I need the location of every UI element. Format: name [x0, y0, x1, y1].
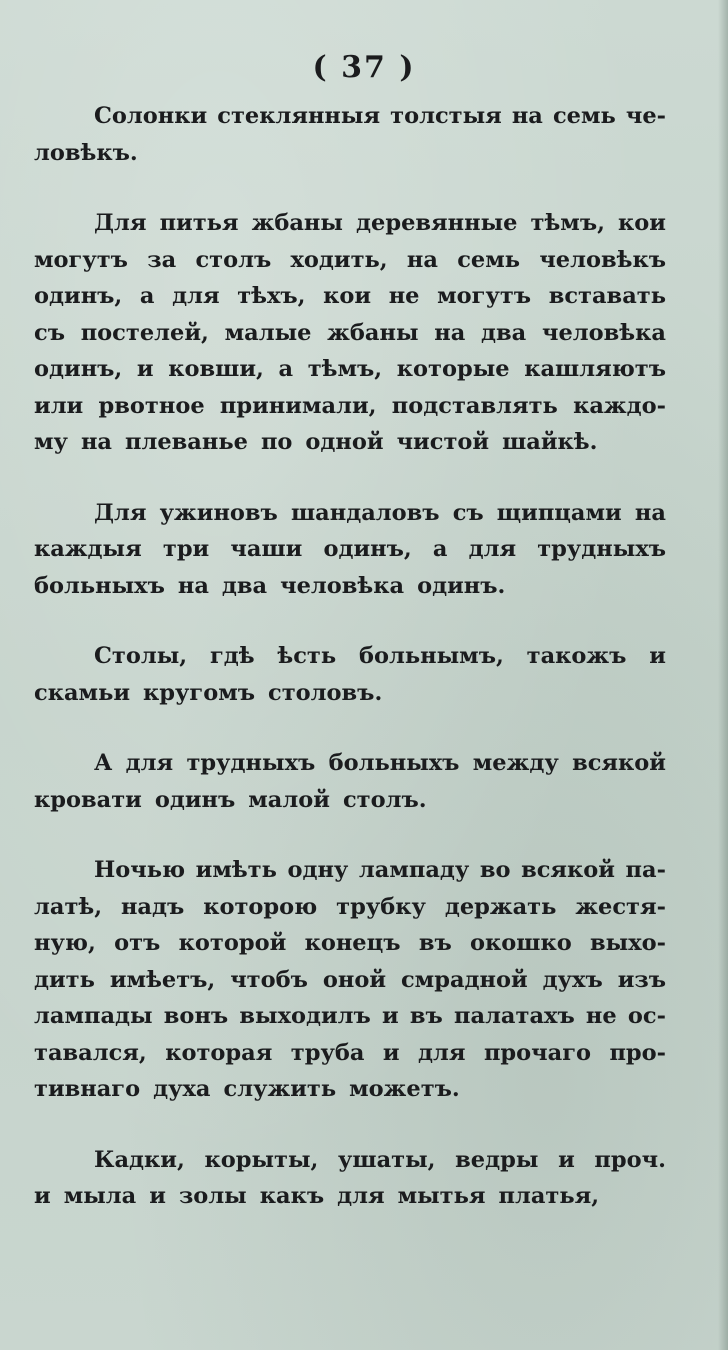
- text-line: Солонки стеклянныя толстыя на семь че-: [94, 103, 666, 129]
- text-line: лампады вонъ выходилъ и въ палатахъ не ос-: [34, 1003, 666, 1029]
- paragraph: [34, 745, 666, 818]
- text-line: одинъ, а для тѣхъ, кои не могутъ вставать: [34, 283, 666, 309]
- text-line: тивнаго духа служить можетъ.: [34, 1076, 460, 1102]
- text-line: му на плеванье по одной чистой шайкѣ.: [34, 429, 598, 455]
- text-line: или рвотное принимали, подставлять каждо-: [34, 392, 666, 419]
- paragraph: [34, 1142, 666, 1215]
- text-line: скамьи кругомъ столовъ.: [34, 679, 383, 706]
- text-line: Ночью имѣть одну лампаду во всякой па-: [94, 857, 666, 883]
- text-line: ную, отъ которой конецъ въ окошко выхо-: [34, 930, 666, 956]
- paragraph: [34, 205, 666, 461]
- page-text-body: [34, 98, 666, 1249]
- text-line: А для трудныхъ больныхъ между всякой: [94, 750, 666, 776]
- text-line: Столы, гдѣ ѣсть больнымъ, такожъ и: [94, 643, 666, 669]
- text-line: латѣ, надъ которою трубку держать жестя-: [34, 893, 666, 920]
- text-line: съ постелей, малые жбаны на два человѣка: [34, 319, 666, 346]
- text-line: могутъ за столъ ходить, на семь человѣкъ: [34, 246, 666, 273]
- paragraph: [34, 98, 666, 171]
- paragraph: [34, 638, 666, 711]
- text-line: Для питья жбаны деревянные тѣмъ, кои: [94, 210, 666, 236]
- text-line: больныхъ на два человѣка одинъ.: [34, 572, 506, 599]
- text-line: одинъ, и ковши, а тѣмъ, которые кашляютъ: [34, 356, 666, 382]
- text-line: Кадки, корыты, ушаты, ведры и проч.: [94, 1146, 666, 1173]
- text-line: каждыя три чаши одинъ, а для трудныхъ: [34, 536, 666, 562]
- text-line: дить имѣетъ, чтобъ оной смрадной духъ изъ: [34, 966, 666, 993]
- text-line: и мыла и золы какъ для мытья платья,: [34, 1183, 600, 1209]
- paragraph: [34, 495, 666, 605]
- text-line: ловѣкъ.: [34, 139, 138, 166]
- paragraph: [34, 852, 666, 1108]
- page-number: ( 37 ): [312, 50, 416, 85]
- page-edge-shadow: [718, 0, 728, 1350]
- text-line: тавался, которая труба и для прочаго про-: [34, 1039, 666, 1066]
- text-line: Для ужиновъ шандаловъ съ щипцами на: [94, 499, 666, 526]
- text-line: кровати одинъ малой столъ.: [34, 786, 427, 813]
